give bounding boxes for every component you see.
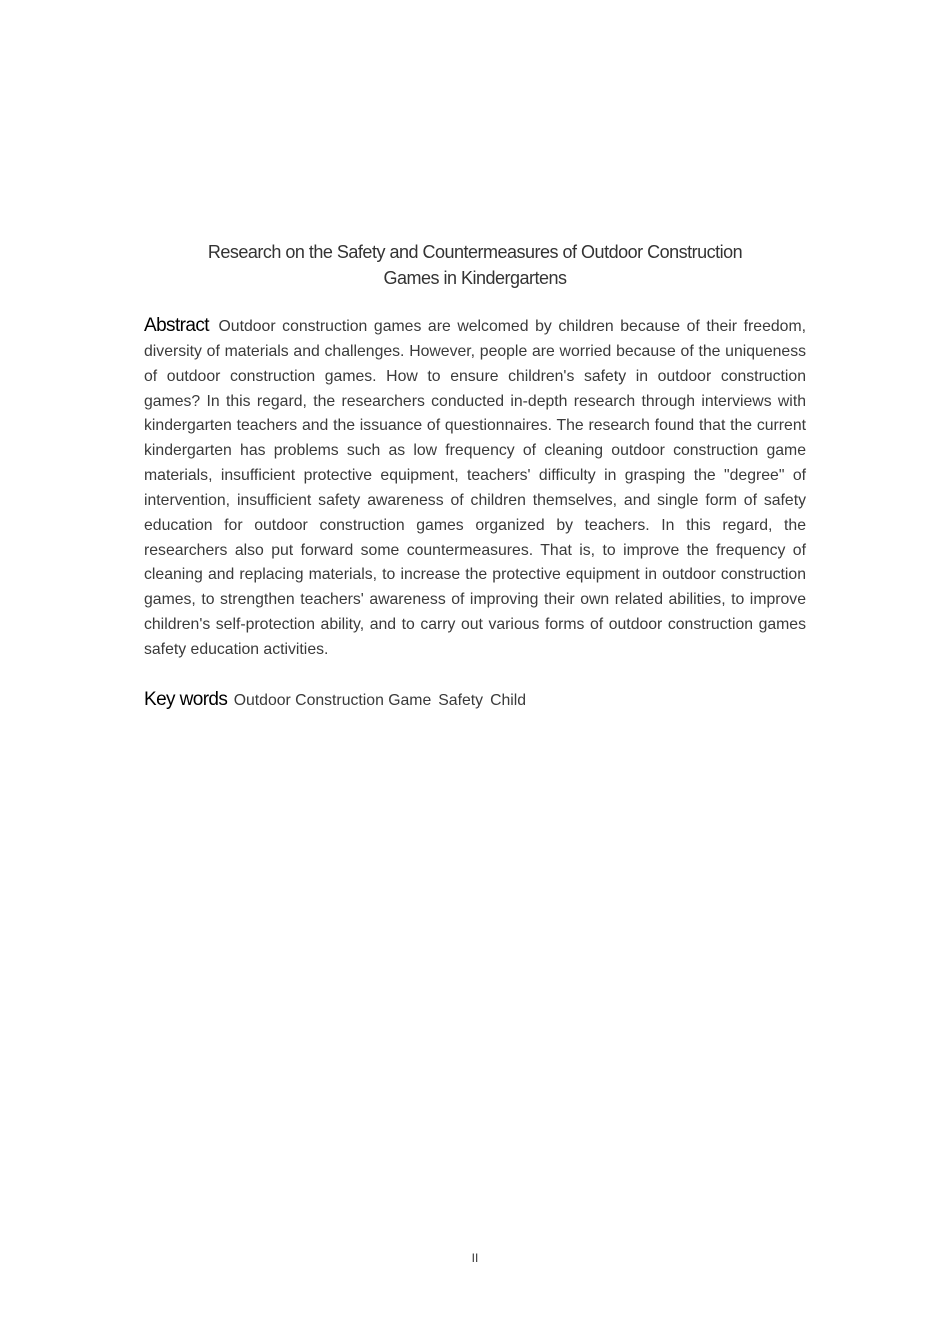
keyword-item: Outdoor Construction Game (233, 692, 432, 709)
paper-title-line-2: Games in Kindergartens (383, 268, 567, 288)
paper-title (144, 239, 806, 291)
keyword-item: Safety (438, 692, 484, 709)
page-number: II (471, 1251, 479, 1265)
abstract-label: Abstract (144, 315, 209, 336)
keyword-item: Child (490, 692, 527, 709)
abstract-paragraph (144, 314, 806, 663)
keywords-line (144, 688, 806, 714)
paper-title-line-1: Research on the Safety and Countermeasures of Outdoor Construction (207, 242, 743, 262)
abstract-text: Outdoor construction games are welcomed by children because of their freedom, diversity of materials and challenges. However, people are worried because of the uniqueness of outdoor construction games. How to ensure children's safety in outdoor construction games? In this regard, the researchers conducted in-depth research through interviews with kindergarten teachers and the issuance of questionnaires. The research found that the current kindergarten has problems such as low frequency of cleaning outdoor construction game materials, insufficient protective equipment, teachers' difficulty in grasping the "degree" of intervention, insufficient safety awareness of children themselves, and single form of safety education for outdoor construction games organized by teachers. In this regard, the researchers also put forward some countermeasures. That is, to improve the frequency of cleaning and replacing materials, to increase the protective equipment in outdoor construction games, to strengthen teachers' awareness of improving their own related abilities, to improve children's self-protection ability, and to carry out various forms of outdoor construction games safety education activities. (144, 318, 806, 658)
keywords-label: Key words (144, 689, 228, 710)
